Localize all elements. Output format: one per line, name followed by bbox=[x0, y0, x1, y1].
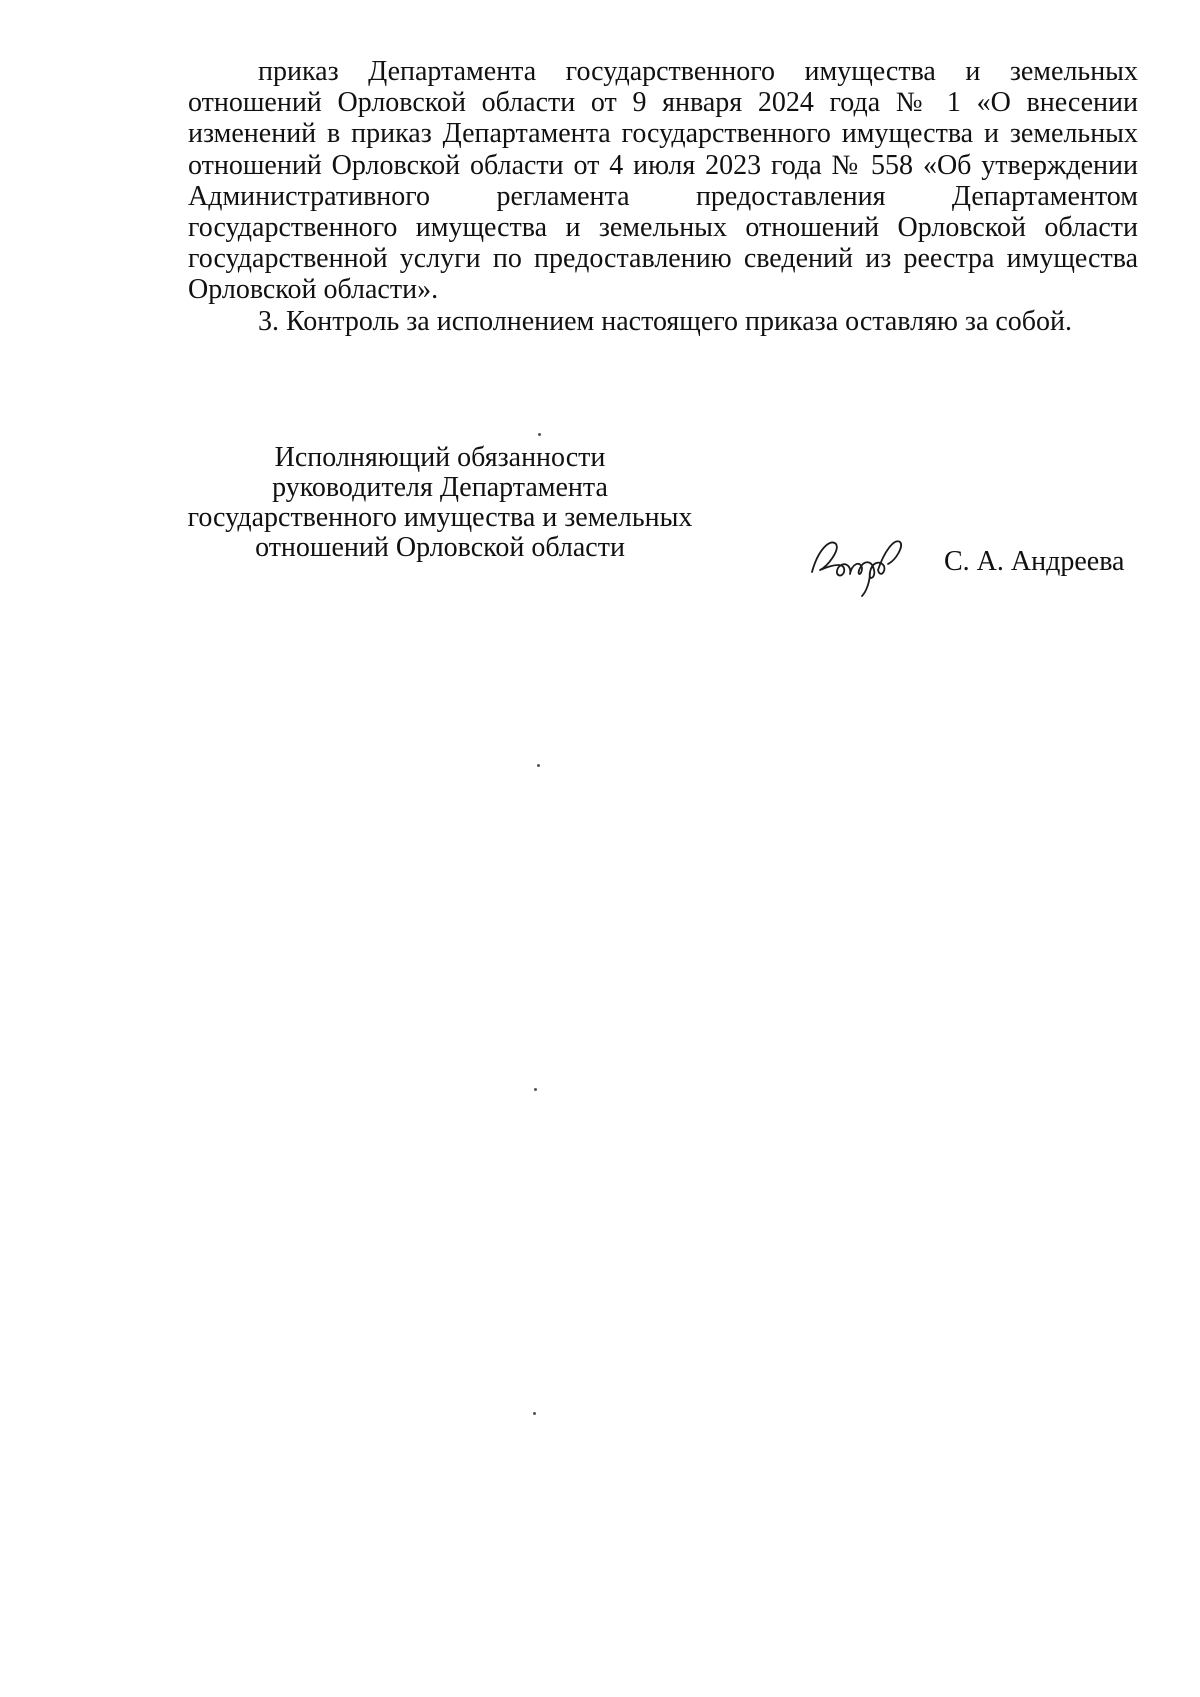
scan-speck bbox=[534, 1088, 537, 1091]
paragraph-control-clause: 3. Контроль за исполнением настоящего приказа оставляю за собой. bbox=[258, 305, 1073, 337]
scan-speck bbox=[533, 1412, 536, 1415]
signatory-position bbox=[170, 443, 710, 563]
position-line-3: государственного имущества и земельных bbox=[187, 502, 693, 533]
paragraph-order-reference: приказ Департамента государственного имущества и земельных отношений Орловской области от 9 января 2024 года № 1 «О внесении изменений в приказ Департамента государственного имущества и земельных отношений Орловской области от 4 июля 2023 года № 558 «Об утверждении Административного регламента предоставления Департаментом государственного имущества и земельных отношений Орловской области государственной услуги по предоставлению сведений из реестра имущества Орловской области». bbox=[188, 56, 1138, 306]
handwritten-signature bbox=[800, 520, 920, 600]
scan-speck bbox=[538, 433, 541, 436]
position-line-2: руководителя Департамента bbox=[272, 472, 608, 503]
position-line-1: Исполняющий обязанности bbox=[274, 442, 606, 473]
signer-name: С. А. Андреева bbox=[944, 546, 1125, 577]
scan-speck bbox=[537, 764, 540, 767]
position-line-4: отношений Орловской области bbox=[255, 532, 625, 563]
document-body bbox=[188, 56, 1138, 337]
